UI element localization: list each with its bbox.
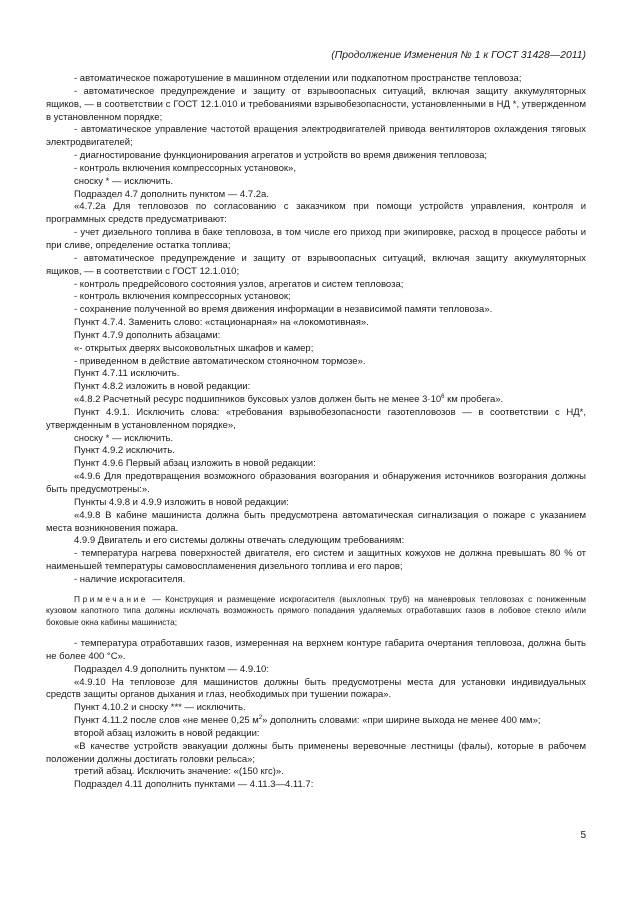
paragraph: Пункт 4.9.1. Исключить слова: «требования взрывобезопасности газотепловозов — в соответствии с НД*, утвержденным в установленном порядке», xyxy=(46,406,586,431)
paragraph: «4.9.10 На тепловозе для машинистов должны быть предусмотрены места для установки индивидуальных средств защиты органов дыхания и глаз, необходимых при тушении пожара». xyxy=(46,676,586,701)
paragraph-4-8-2 xyxy=(46,394,586,407)
paragraph: Пункт 4.7.9 дополнить абзацами: xyxy=(74,329,221,341)
page-number: 5 xyxy=(580,830,586,841)
paragraph: сноску * — исключить. xyxy=(74,175,174,187)
paragraph: - сохранение полученной во время движения информации в независимой памяти тепловоза». xyxy=(74,304,493,316)
paragraph: Подраздел 4.9 дополнить пунктом — 4.9.10: xyxy=(74,663,269,675)
text: км пробега». xyxy=(444,394,504,406)
note xyxy=(46,594,586,628)
note-label: Примечание xyxy=(74,593,149,604)
document-body xyxy=(46,73,586,792)
paragraph: сноску * — исключить. xyxy=(74,432,174,444)
exponent: 6 xyxy=(441,394,445,401)
paragraph: Пункты 4.9.8 и 4.9.9 изложить в новой редакции: xyxy=(74,496,289,508)
paragraph: Пункт 4.9.6 Первый абзац изложить в новой редакции: xyxy=(74,458,316,470)
paragraph: Пункт 4.10.2 и сноску *** — исключить. xyxy=(74,702,246,714)
paragraph: - контроль включения компрессорных установок; xyxy=(74,291,291,303)
running-header: (Продолжение Изменения № 1 к ГОСТ 31428—2011) xyxy=(331,50,586,61)
paragraph: «4.9.6 Для предотвращения возможного образования возгорания и обнаружения источников возгорания должны быть предусмотрены:». xyxy=(46,471,586,495)
paragraph: Подраздел 4.7 дополнить пунктом — 4.7.2а. xyxy=(74,188,269,200)
paragraph: второй абзац изложить в новой редакции: xyxy=(74,727,260,739)
paragraph: - приведенном в действие автоматическом стояночном тормозе». xyxy=(74,355,366,367)
exponent: 2 xyxy=(258,715,263,722)
paragraph: - автоматическое предупреждение и защиту от взрывоопасных ситуаций, включая защиту аккумуляторных ящиков, — в соответствии с ГОСТ 12.1.010; xyxy=(46,252,586,277)
paragraph: - автоматическое пожаротушение в машинном отделении или подкапотном пространстве тепловоза; xyxy=(74,73,522,84)
text: » дополнить словами: «при ширине выхода не менее 400 мм»; xyxy=(262,715,541,727)
paragraph: «В качестве устройств эвакуации должны быть применены веревочные лестницы (фалы), которые в рабочем положении должны достигать головки рельса»; xyxy=(46,740,586,765)
paragraph: Пункт 4.7.11 исключить. xyxy=(74,368,180,380)
document-page xyxy=(46,0,586,913)
paragraph: Пункт 4.8.2 изложить в новой редакции: xyxy=(74,381,251,393)
paragraph: - температура отработавших газов, измеренная на верхнем контуре габарита очертания тепловоза, должна быть не более 400 °С». xyxy=(46,637,586,662)
text: «4.8.2 Расчетный ресурс подшипников буксовых узлов должен быть не менее 3·10 xyxy=(74,394,442,406)
note-text: — Конструкция и размещение искрогасителя (выхлопных труб) на маневровых тепловозах с пониженным кузовом капотного типа должны исключать возможность прямого попадания удаляемых отработавших газов в лобовое стекло и/или боковые окна кабины машиниста; xyxy=(46,593,586,627)
paragraph: «4.9.8 В кабине машиниста должна быть предусмотрена автоматическая сигнализация о пожаре с указанием места возникновения пожара. xyxy=(46,509,586,534)
paragraph: - температура нагрева поверхностей двигателя, его систем и защитных кожухов не должна превышать 80 % от наименьшей температуры самовоспламенения дизельного топлива и его паров; xyxy=(46,548,586,573)
paragraph: Пункт 4.9.2 исключить. xyxy=(74,445,175,457)
paragraph: третий абзац. Исключить значение: «(150 кгс)». xyxy=(74,766,284,778)
paragraph: - учет дизельного топлива в баке тепловоза, в том числе его приход при экипировке, расход в процессе работы и при сливе, определение остатка топлива; xyxy=(46,227,586,251)
paragraph: - автоматическое управление частотой вращения электродвигателей привода вентиляторов охлаждения тяговых электродвигателей; xyxy=(46,124,586,149)
paragraph: - контроль предрейсового состояния узлов, агрегатов и систем тепловоза; xyxy=(74,278,404,290)
paragraph: - диагностирование функционирования агрегатов и устройств во время движения тепловоза; xyxy=(74,150,488,162)
paragraph: «- открытых дверях высоковольтных шкафов и камер; xyxy=(74,342,314,354)
paragraph: «4.7.2а Для тепловозов по согласованию с заказчиком при помощи устройств управления, контроля и программных средств предусматривают: xyxy=(46,201,586,226)
paragraph: - наличие искрогасителя. xyxy=(74,573,186,585)
paragraph: Подраздел 4.11 дополнить пунктами — 4.11.3—4.11.7: xyxy=(74,779,314,791)
paragraph: - автоматическое предупреждение и защиту от взрывоопасных ситуаций, включая защиту аккумуляторных ящиков, — в соответствии с ГОСТ 12.1.010 и требованиями взрывобезопасности, установленными в НД *, утвержденном в установленном порядке; xyxy=(46,85,586,123)
paragraph: 4.9.9 Двигатель и его системы должны отвечать следующим требованиям: xyxy=(74,535,405,547)
paragraph-4-11-2 xyxy=(46,715,586,728)
paragraph: - контроль включения компрессорных установок», xyxy=(74,162,296,174)
paragraph: Пункт 4.7.4. Заменить слово: «стационарная» на «локомотивная». xyxy=(74,317,369,329)
text: Пункт 4.11.2 после слов «не менее 0,25 м xyxy=(74,715,259,727)
